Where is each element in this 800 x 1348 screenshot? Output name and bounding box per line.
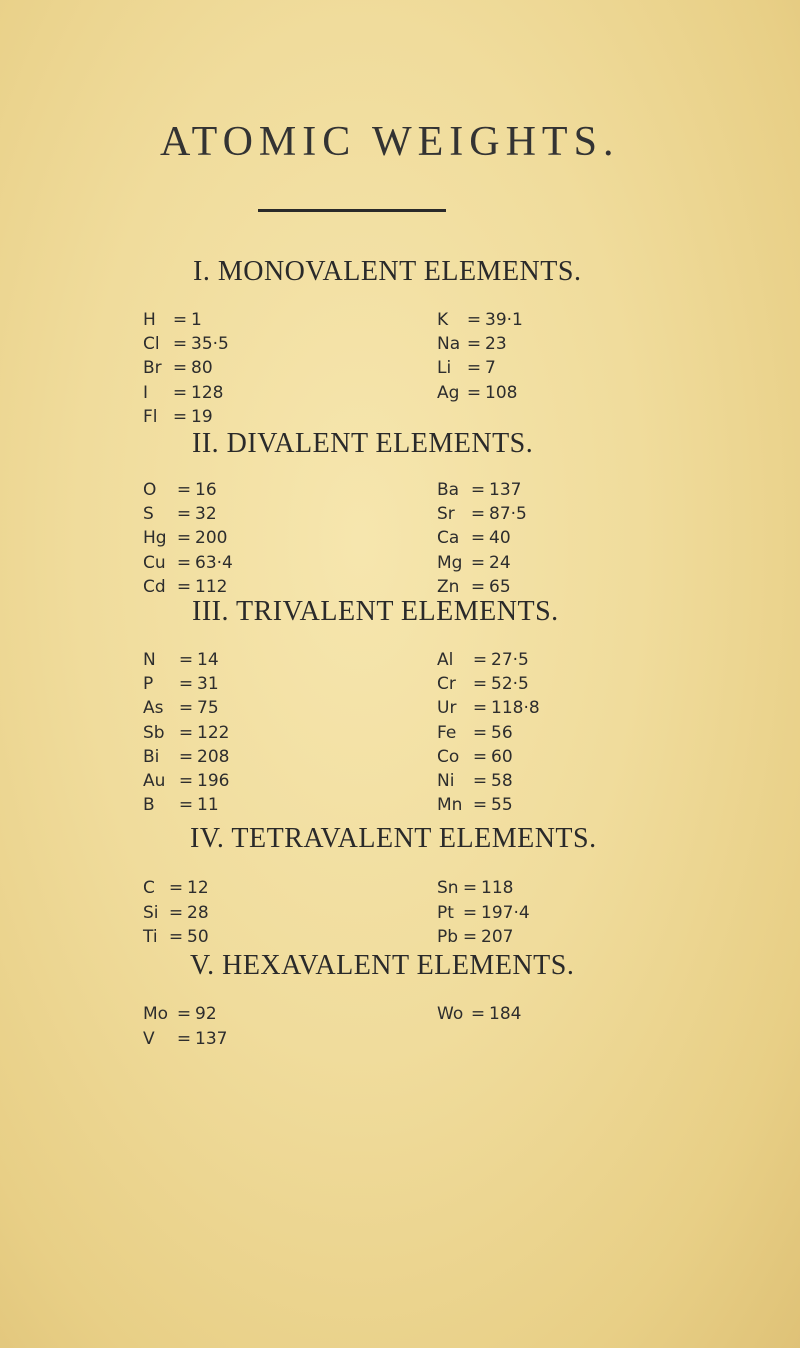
atomic-weight-value: 208	[197, 746, 230, 767]
equals-sign: =	[178, 698, 194, 719]
element-row	[143, 745, 229, 769]
element-row	[143, 696, 229, 720]
equals-sign: =	[176, 1004, 192, 1024]
atomic-weight-value: 12	[187, 878, 209, 898]
equals-sign: =	[472, 650, 488, 670]
element-row	[143, 356, 229, 380]
element-symbol: Sb	[143, 722, 165, 743]
element-row	[143, 876, 209, 901]
element-symbol: Co	[437, 746, 460, 767]
atomic-weight-value: 197·4	[481, 902, 530, 923]
equals-sign: =	[172, 358, 188, 379]
element-symbol: Al	[437, 650, 454, 670]
element-row	[437, 721, 540, 745]
atomic-weight-value: 1	[191, 310, 202, 330]
equals-sign: =	[176, 1028, 192, 1049]
element-row	[143, 901, 209, 926]
equals-sign: =	[472, 746, 488, 767]
element-symbol: Cr	[437, 674, 456, 695]
element-symbol: Bi	[143, 746, 160, 767]
element-row	[143, 721, 229, 745]
element-symbol: Au	[143, 770, 166, 791]
element-row	[437, 925, 530, 950]
element-symbol: S	[143, 504, 154, 525]
equals-sign: =	[470, 480, 486, 500]
element-row	[437, 648, 540, 672]
element-symbol: Pb	[437, 927, 459, 947]
element-row	[437, 551, 527, 575]
atomic-weight-value: 207	[481, 927, 514, 947]
element-column-left	[143, 648, 229, 817]
section-heading: IV. TETRAVALENT ELEMENTS.	[190, 823, 597, 854]
equals-sign: =	[466, 310, 482, 330]
element-column-left	[143, 308, 229, 429]
element-symbol: Hg	[143, 528, 167, 549]
equals-sign: =	[462, 878, 478, 898]
element-symbol: Ti	[143, 927, 158, 947]
atomic-weight-value: 32	[195, 504, 217, 525]
element-row	[437, 745, 540, 769]
element-symbol: H	[143, 310, 156, 330]
atomic-weight-value: 52·5	[491, 674, 529, 695]
element-symbol: N	[143, 650, 156, 670]
element-row	[143, 793, 229, 817]
atomic-weight-value: 19	[191, 406, 213, 427]
atomic-weight-value: 63·4	[195, 552, 233, 573]
element-symbol: C	[143, 878, 155, 898]
atomic-weight-value: 7	[485, 358, 496, 379]
atomic-weight-value: 55	[491, 795, 513, 816]
atomic-weight-value: 137	[195, 1028, 228, 1049]
equals-sign: =	[472, 795, 488, 816]
element-row	[143, 405, 229, 429]
atomic-weight-value: 60	[491, 746, 513, 767]
equals-sign: =	[466, 334, 482, 355]
element-symbol: Mo	[143, 1004, 169, 1024]
equals-sign: =	[462, 927, 478, 947]
element-symbol: O	[143, 480, 157, 500]
atomic-weight-value: 118	[481, 878, 514, 898]
element-symbol: As	[143, 698, 164, 719]
equals-sign: =	[178, 746, 194, 767]
section-heading: II. DIVALENT ELEMENTS.	[192, 428, 534, 459]
atomic-weight-value: 31	[197, 674, 219, 695]
atomic-weight-value: 200	[195, 528, 228, 549]
atomic-weight-value: 24	[489, 552, 511, 573]
equals-sign: =	[172, 406, 188, 427]
element-row	[437, 308, 523, 332]
atomic-weight-value: 50	[187, 927, 209, 947]
element-row	[143, 648, 229, 672]
element-symbol: Cu	[143, 552, 166, 573]
element-column-right	[437, 648, 540, 817]
element-row	[143, 332, 229, 356]
element-symbol: Sr	[437, 504, 455, 525]
equals-sign: =	[172, 382, 188, 403]
equals-sign: =	[470, 504, 486, 525]
element-symbol: I	[143, 382, 149, 403]
element-row	[437, 356, 523, 380]
element-symbol: Sn	[437, 878, 459, 898]
atomic-weight-value: 137	[489, 480, 522, 500]
equals-sign: =	[178, 722, 194, 743]
section-heading: I. MONOVALENT ELEMENTS.	[193, 256, 582, 287]
element-column-right	[437, 478, 527, 599]
title-rule	[258, 209, 446, 212]
element-symbol: P	[143, 674, 154, 695]
element-row	[437, 478, 527, 502]
atomic-weight-value: 23	[485, 334, 507, 355]
atomic-weight-value: 28	[187, 902, 209, 923]
section-heading: III. TRIVALENT ELEMENTS.	[192, 596, 559, 627]
equals-sign: =	[176, 552, 192, 573]
element-symbol: Zn	[437, 576, 460, 597]
element-column-left	[143, 1002, 227, 1051]
element-row	[143, 381, 229, 405]
element-symbol: V	[143, 1028, 155, 1049]
element-row	[437, 672, 540, 696]
equals-sign: =	[470, 1004, 486, 1024]
equals-sign: =	[472, 770, 488, 791]
equals-sign: =	[470, 576, 486, 597]
equals-sign: =	[470, 552, 486, 573]
equals-sign: =	[462, 902, 478, 923]
element-symbol: K	[437, 310, 449, 330]
element-symbol: Mg	[437, 552, 463, 573]
element-symbol: Br	[143, 358, 162, 379]
atomic-weight-value: 118·8	[491, 698, 540, 719]
atomic-weight-value: 27·5	[491, 650, 529, 670]
element-row	[143, 526, 233, 550]
equals-sign: =	[176, 504, 192, 525]
element-row	[437, 876, 530, 901]
element-row	[437, 502, 527, 526]
atomic-weight-value: 92	[195, 1004, 217, 1024]
element-symbol: B	[143, 795, 155, 816]
equals-sign: =	[172, 310, 188, 330]
equals-sign: =	[472, 698, 488, 719]
element-symbol: Pt	[437, 902, 454, 923]
atomic-weight-value: 108	[485, 382, 518, 403]
element-row	[143, 308, 229, 332]
equals-sign: =	[472, 722, 488, 743]
atomic-weight-value: 58	[491, 770, 513, 791]
element-row	[143, 502, 233, 526]
element-column-right	[437, 1002, 521, 1027]
element-row	[437, 526, 527, 550]
element-symbol: Wo	[437, 1004, 464, 1024]
element-symbol: Ca	[437, 528, 460, 549]
atomic-weight-value: 16	[195, 480, 217, 500]
equals-sign: =	[178, 795, 194, 816]
element-row	[143, 551, 233, 575]
element-row	[437, 793, 540, 817]
element-row	[437, 901, 530, 926]
element-symbol: Cl	[143, 334, 160, 355]
element-symbol: Li	[437, 358, 452, 379]
atomic-weight-value: 11	[197, 795, 219, 816]
atomic-weight-value: 56	[491, 722, 513, 743]
atomic-weight-value: 80	[191, 358, 213, 379]
element-symbol: Ag	[437, 382, 460, 403]
element-symbol: Mn	[437, 795, 463, 816]
element-symbol: Fl	[143, 406, 158, 427]
atomic-weight-value: 75	[197, 698, 219, 719]
equals-sign: =	[168, 878, 184, 898]
equals-sign: =	[168, 902, 184, 923]
atomic-weight-value: 65	[489, 576, 511, 597]
element-row	[143, 769, 229, 793]
atomic-weight-value: 39·1	[485, 310, 523, 330]
element-row	[437, 769, 540, 793]
element-symbol: Ur	[437, 698, 457, 719]
atomic-weight-value: 196	[197, 770, 230, 791]
element-symbol: Si	[143, 902, 159, 923]
equals-sign: =	[178, 674, 194, 695]
equals-sign: =	[178, 770, 194, 791]
page-title: ATOMIC WEIGHTS.	[160, 119, 620, 165]
element-symbol: Fe	[437, 722, 457, 743]
element-symbol: Ba	[437, 480, 460, 500]
atomic-weight-value: 35·5	[191, 334, 229, 355]
element-row	[437, 696, 540, 720]
atomic-weight-value: 128	[191, 382, 224, 403]
equals-sign: =	[470, 528, 486, 549]
atomic-weight-value: 184	[489, 1004, 522, 1024]
element-row	[143, 1027, 227, 1052]
equals-sign: =	[176, 576, 192, 597]
element-row	[143, 672, 229, 696]
section-heading: V. HEXAVALENT ELEMENTS.	[190, 950, 575, 981]
element-column-right	[437, 876, 530, 950]
atomic-weight-value: 14	[197, 650, 219, 670]
equals-sign: =	[466, 382, 482, 403]
element-column-right	[437, 308, 523, 405]
atomic-weight-value: 40	[489, 528, 511, 549]
element-row	[143, 1002, 227, 1027]
equals-sign: =	[176, 528, 192, 549]
element-symbol: Cd	[143, 576, 166, 597]
equals-sign: =	[472, 674, 488, 695]
element-symbol: Na	[437, 334, 461, 355]
element-row	[143, 925, 209, 950]
element-row	[437, 332, 523, 356]
element-column-left	[143, 876, 209, 950]
element-symbol: Ni	[437, 770, 455, 791]
equals-sign: =	[466, 358, 482, 379]
equals-sign: =	[168, 927, 184, 947]
atomic-weight-value: 112	[195, 576, 228, 597]
equals-sign: =	[178, 650, 194, 670]
equals-sign: =	[172, 334, 188, 355]
element-row	[437, 381, 523, 405]
element-column-left	[143, 478, 233, 599]
element-row	[437, 1002, 521, 1027]
atomic-weight-value: 122	[197, 722, 230, 743]
atomic-weight-value: 87·5	[489, 504, 527, 525]
equals-sign: =	[176, 480, 192, 500]
element-row	[143, 478, 233, 502]
